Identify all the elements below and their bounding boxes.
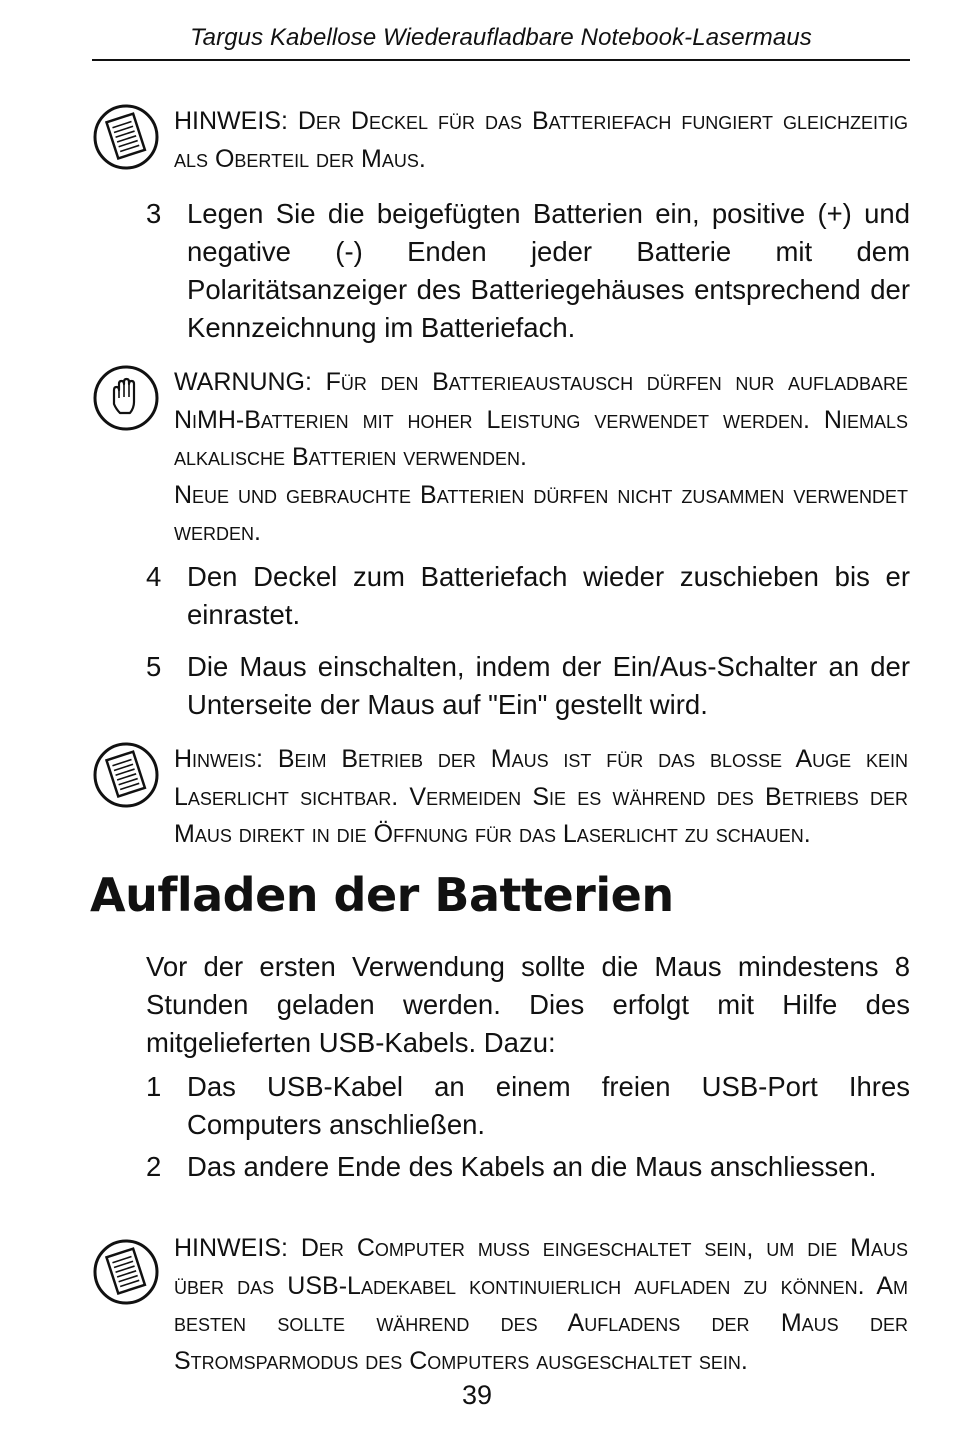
note-text: HINWEIS: Der Computer muss eingeschaltet sein, um die Maus über das USB-Ladekabel kontinuierlich aufladen zu können. Am besten sollte während des Aufladens der Maus der Stromsparmodus des Computers ausgeschaltet sein. bbox=[174, 1234, 908, 1375]
raised-hand-icon bbox=[92, 364, 160, 432]
note-text: Hinweis: Beim Betrieb der Maus ist für das bloße Auge kein Laserlicht sichtbar. Vermeiden Sie es während des Betriebs der Maus direkt in die Öffnung für das Laserlicht zu schauen. bbox=[174, 745, 908, 848]
step-text: Die Maus einschalten, indem der Ein/Aus-Schalter an der Unterseite der Maus auf "Ein" gestellt wird. bbox=[187, 651, 910, 720]
section-heading: Aufladen der Batterien bbox=[90, 868, 674, 922]
step-text: Das andere Ende des Kabels an die Maus anschliessen. bbox=[187, 1151, 877, 1182]
warning-text: WARNUNG: Für den Batterieaustausch dürfen nur aufladbare NiMH-Batterien mit hoher Leistung verwendet werden. Niemals alkalische Batterien verwenden. Neue und gebrauchte Batterien dürfen nicht zusammen verwendet werden. bbox=[174, 368, 908, 546]
notepad-icon bbox=[92, 1238, 160, 1306]
step-text: Das USB-Kabel an einem freien USB-Port Ihres Computers anschließen. bbox=[187, 1071, 910, 1140]
page-number: 39 bbox=[461, 1380, 493, 1410]
header-rule bbox=[92, 59, 910, 61]
list-item bbox=[146, 648, 910, 724]
running-header: Targus Kabellose Wiederaufladbare Notebook-Lasermaus bbox=[190, 24, 812, 51]
step-text: Den Deckel zum Batteriefach wieder zuschieben bis er einrastet. bbox=[187, 561, 910, 630]
step-number: 3 bbox=[146, 198, 162, 229]
step-number: 2 bbox=[146, 1151, 162, 1182]
notepad-icon bbox=[92, 741, 160, 809]
intro-paragraph: Vor der ersten Verwendung sollte die Maus mindestens 8 Stunden geladen werden. Dies erfolgt mit Hilfe des mitgelieferten USB-Kabels. Dazu: bbox=[146, 951, 910, 1058]
step-number: 1 bbox=[146, 1071, 162, 1102]
notepad-icon bbox=[92, 103, 160, 171]
list-item bbox=[146, 1148, 910, 1186]
step-number: 4 bbox=[146, 561, 162, 592]
list-item bbox=[146, 195, 910, 347]
step-text: Legen Sie die beigefügten Batterien ein, positive (+) und negative (-) Enden jeder Batterie mit dem Polaritätsanzeiger des Batteriegehäuses entsprechend der Kennzeichnung im Batteriefach. bbox=[187, 198, 910, 343]
list-item bbox=[146, 558, 910, 634]
step-number: 5 bbox=[146, 651, 162, 682]
note-text: HINWEIS: Der Deckel für das Batteriefach fungiert gleichzeitig als Oberteil der Maus. bbox=[174, 107, 908, 173]
list-item bbox=[146, 1068, 910, 1144]
